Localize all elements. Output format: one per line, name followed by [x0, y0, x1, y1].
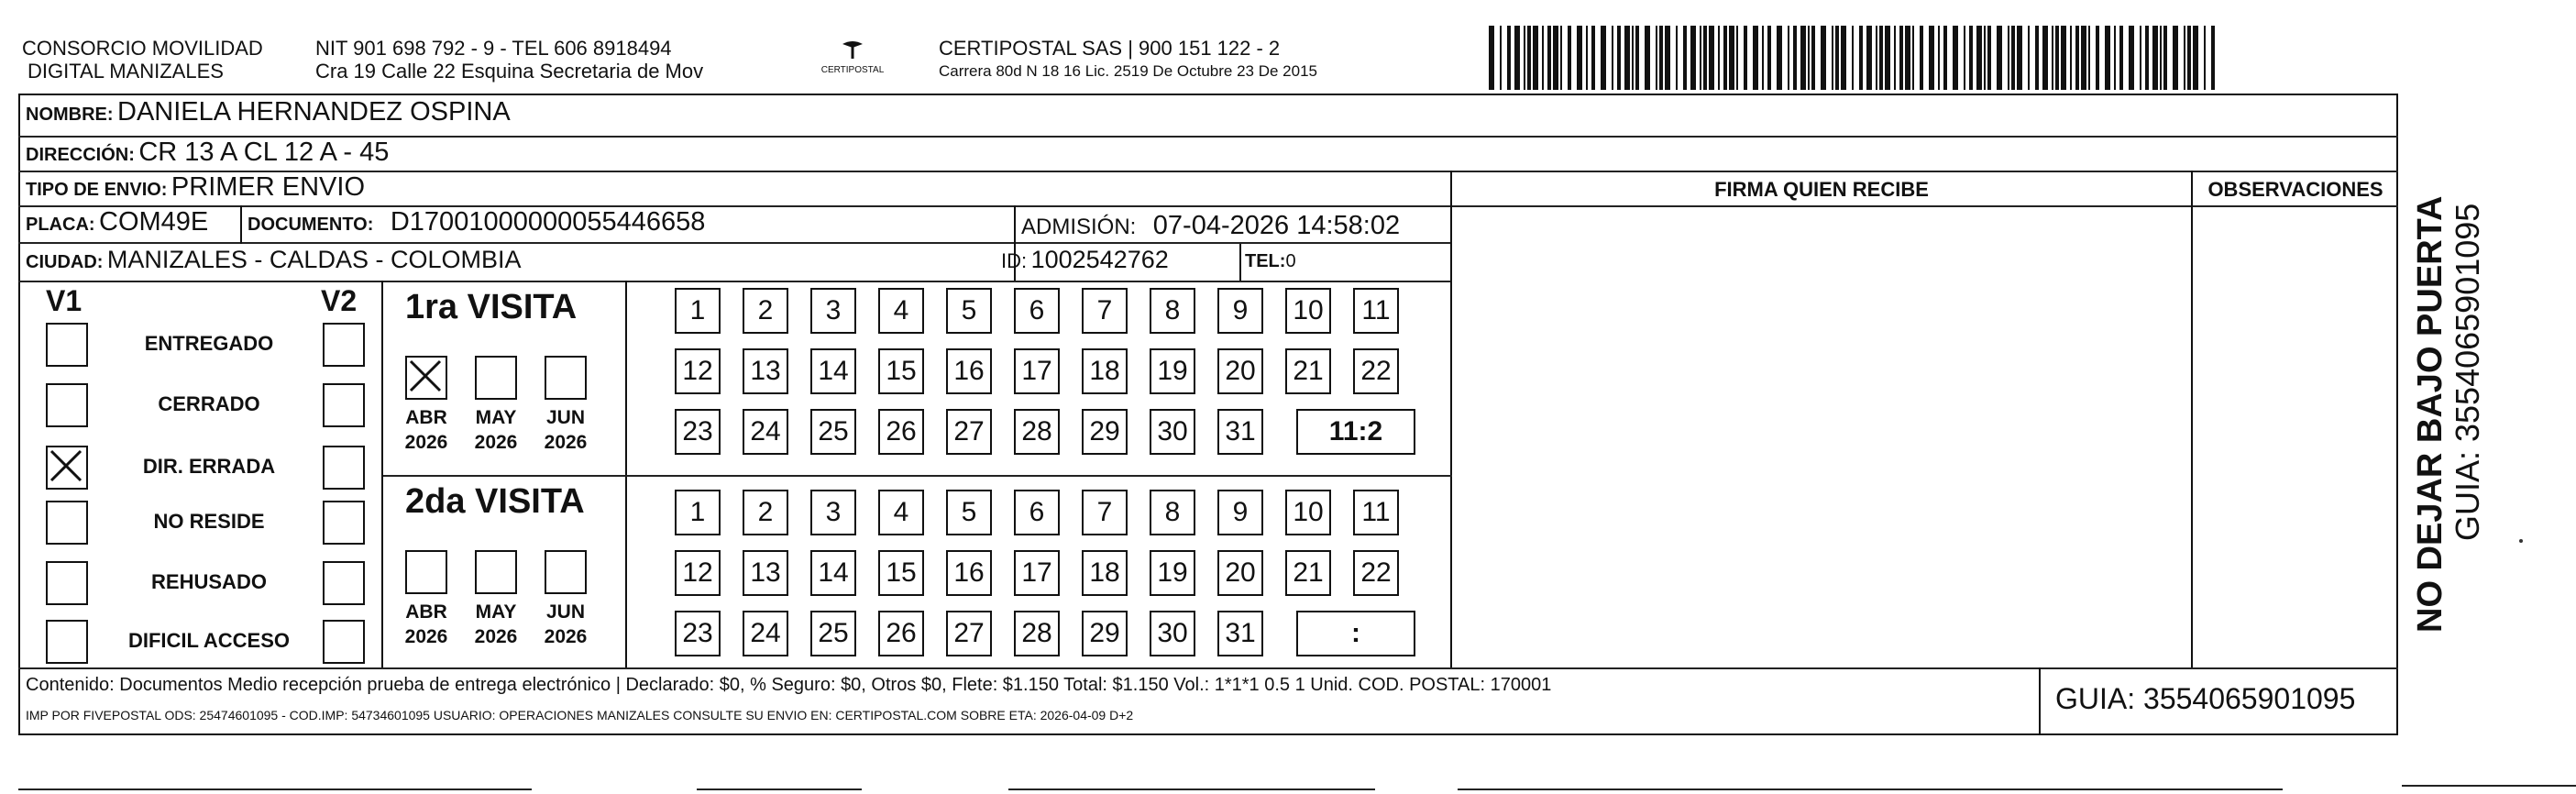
- barcode-bar: [2145, 26, 2149, 90]
- day-cell[interactable]: 27: [946, 611, 992, 656]
- tel-cell: [1245, 251, 1296, 272]
- type-row: [26, 172, 365, 203]
- day-cell[interactable]: 18: [1082, 348, 1128, 394]
- barcode-bar: [1793, 26, 1797, 90]
- no-dejar-text: NO DEJAR BAJO PUERTA: [2411, 195, 2449, 633]
- id-value: 1002542762: [1030, 246, 1169, 273]
- barcode-bar: [2184, 26, 2185, 90]
- tel-label: TEL:: [1245, 251, 1286, 271]
- v1-checkbox[interactable]: [46, 620, 88, 664]
- month-name: MAY: [475, 407, 517, 428]
- barcode-bar: [1527, 26, 1531, 90]
- day-cell[interactable]: 24: [743, 611, 788, 656]
- barcode-bar: [1489, 26, 1494, 90]
- barcode-bar: [1703, 26, 1707, 90]
- time-box[interactable]: 11:2: [1296, 409, 1415, 455]
- plate-cell: [26, 207, 208, 237]
- barcode-bar: [1852, 26, 1854, 90]
- address-label: DIRECCIÓN:: [26, 145, 135, 165]
- barcode-bar: [1591, 26, 1595, 90]
- day-cell[interactable]: 4: [878, 288, 924, 334]
- content-line: Contenido: Documentos Medio recepción prueba de entrega electrónico | Declarado: $0, % Seguro: $0, Otros $0, Flete: $1.150 Total: $1.150 Vol.: 1*1*1 0.5 1 Unid. COD. POSTAL: 170001: [26, 675, 1552, 695]
- barcode-bar: [1665, 26, 1670, 90]
- month-label: [538, 405, 593, 455]
- day-cell[interactable]: 16: [946, 550, 992, 596]
- month-label: [399, 600, 454, 649]
- barcode-bar: [2035, 26, 2039, 90]
- barcode-bar: [1841, 26, 1846, 90]
- day-cell[interactable]: 7: [1082, 490, 1128, 535]
- barcode-bar: [2008, 26, 2009, 90]
- type-label: TIPO DE ENVIO:: [26, 180, 168, 200]
- barcode-bar: [2140, 26, 2141, 90]
- barcode-bar: [1560, 26, 1562, 90]
- rule: [18, 281, 1452, 282]
- month-checkbox[interactable]: [405, 356, 447, 400]
- barcode-bar: [1683, 26, 1687, 90]
- day-cell[interactable]: 6: [1014, 490, 1060, 535]
- barcode-bar: [2173, 26, 2178, 90]
- rule: [697, 788, 862, 790]
- rule: [18, 171, 2398, 172]
- barcode-bar: [1617, 26, 1621, 90]
- day-cell[interactable]: 26: [878, 409, 924, 455]
- day-cell[interactable]: 19: [1150, 550, 1195, 596]
- barcode-bar: [1859, 26, 1863, 90]
- rule: [240, 205, 242, 244]
- side-notice: [2411, 119, 2503, 633]
- barcode-bar: [1690, 26, 1696, 90]
- v2-checkbox[interactable]: [323, 561, 365, 605]
- barcode-bar: [2075, 26, 2079, 90]
- status-label: CERRADO: [158, 392, 260, 415]
- status-label: NO RESIDE: [153, 510, 265, 533]
- company-name: [22, 37, 263, 83]
- v2-checkbox[interactable]: [323, 383, 365, 427]
- city-value: MANIZALES - CALDAS - COLOMBIA: [106, 246, 522, 273]
- rule: [2039, 667, 2041, 735]
- day-cell[interactable]: 9: [1217, 490, 1263, 535]
- rule: [2402, 785, 2576, 787]
- day-cell[interactable]: 19: [1150, 348, 1195, 394]
- barcode-bar: [1586, 26, 1588, 90]
- time-box[interactable]: :: [1296, 611, 1415, 656]
- month-label: [468, 600, 523, 649]
- rule: [1452, 205, 2398, 207]
- barcode-bar: [1876, 26, 1877, 90]
- barcode-bar: [1835, 26, 1839, 90]
- barcode-bar: [1832, 26, 1833, 90]
- month-label: [468, 405, 523, 455]
- print-line: IMP POR FIVEPOSTAL ODS: 25474601095 - COD.IMP: 54734601095 USUARIO: OPERACIONES MANIZALES CONSULTE SU ENVIO EN: CERTIPOSTAL.COM SOBRE ETA: 2026-04-09 D+2: [26, 708, 1134, 722]
- day-cell[interactable]: 11: [1353, 288, 1399, 334]
- barcode-bar: [1984, 26, 1986, 90]
- day-cell[interactable]: 24: [743, 409, 788, 455]
- barcode-bar: [1601, 26, 1606, 90]
- barcode-bar: [1987, 26, 1991, 90]
- day-cell[interactable]: 25: [810, 611, 856, 656]
- logo-text: CERTIPOSTAL: [820, 65, 885, 75]
- barcode-bar: [1976, 26, 1982, 90]
- barcode-bar: [1736, 26, 1738, 90]
- day-cell[interactable]: 23: [675, 611, 721, 656]
- barcode-bar: [1969, 26, 1973, 90]
- month-checkbox[interactable]: [475, 550, 517, 594]
- day-cell[interactable]: 17: [1014, 348, 1060, 394]
- barcode-bar: [1938, 26, 1940, 90]
- signature-header: FIRMA QUIEN RECIBE: [1714, 178, 1929, 201]
- barcode-bar: [1821, 26, 1826, 90]
- day-cell[interactable]: 28: [1014, 409, 1060, 455]
- day-cell[interactable]: 27: [946, 409, 992, 455]
- nit-block: [315, 37, 703, 83]
- v1-checkbox[interactable]: [46, 383, 88, 427]
- first-visit-title: 1ra VISITA: [405, 288, 578, 326]
- barcode-bar: [1879, 26, 1883, 90]
- barcode-bar: [1553, 26, 1558, 90]
- day-cell[interactable]: 28: [1014, 611, 1060, 656]
- shipment-type: PRIMER ENVIO: [171, 172, 366, 202]
- rule: [2191, 171, 2193, 667]
- day-cell[interactable]: 7: [1082, 288, 1128, 334]
- barcode-bar: [2081, 26, 2086, 90]
- day-cell[interactable]: 9: [1217, 288, 1263, 334]
- barcode-bar: [1723, 26, 1727, 90]
- month-year: 2026: [474, 626, 518, 647]
- admission-value: 07-04-2026 14:58:02: [1152, 211, 1401, 240]
- barcode-bar: [2204, 26, 2206, 90]
- v1-header: V1: [46, 284, 83, 317]
- barcode-bar: [1718, 26, 1720, 90]
- speck: [2519, 539, 2523, 543]
- barcode-bar: [2129, 26, 2134, 90]
- barcode-bar: [1577, 26, 1582, 90]
- day-cell[interactable]: 13: [743, 550, 788, 596]
- barcode-bar: [1729, 26, 1734, 90]
- day-cell[interactable]: 12: [675, 348, 721, 394]
- name-row: [26, 97, 511, 127]
- barcode-bar: [1632, 26, 1634, 90]
- barcode-bar: [1964, 26, 1965, 90]
- day-cell[interactable]: 12: [675, 550, 721, 596]
- barcode-bar: [1953, 26, 1958, 90]
- barcode-bar: [1997, 26, 2002, 90]
- tel-value: 0: [1285, 251, 1296, 271]
- day-cell[interactable]: 13: [743, 348, 788, 394]
- company-line-2: DIGITAL MANIZALES: [28, 60, 224, 83]
- day-cell[interactable]: 10: [1285, 490, 1331, 535]
- second-visit-title: 2da VISITA: [405, 482, 585, 521]
- nit-line-1: NIT 901 698 792 - 9 - TEL 606 8918494: [315, 37, 672, 60]
- day-cell[interactable]: 2: [743, 490, 788, 535]
- barcode-bar: [1568, 26, 1571, 90]
- day-cell[interactable]: 29: [1082, 611, 1128, 656]
- day-cell[interactable]: 16: [946, 348, 992, 394]
- barcode-bar: [1744, 26, 1747, 90]
- address-row: [26, 138, 389, 168]
- rule: [1458, 788, 2283, 790]
- v1-checkbox[interactable]: [46, 446, 88, 490]
- top-rule: [18, 94, 2398, 95]
- barcode-bar: [1788, 26, 1789, 90]
- v1-checkbox[interactable]: [46, 323, 88, 367]
- plate-label: PLACA:: [26, 215, 95, 235]
- barcode-bar: [1645, 26, 1650, 90]
- rule: [625, 281, 627, 667]
- month-year: 2026: [544, 626, 588, 647]
- month-year: 2026: [404, 626, 448, 647]
- day-cell[interactable]: 1: [675, 288, 721, 334]
- barcode-bar: [1656, 26, 1657, 90]
- status-label: ENTREGADO: [144, 332, 274, 355]
- id-cell: [1001, 246, 1169, 274]
- barcode-bar: [2211, 26, 2215, 90]
- v1-checkbox[interactable]: [46, 501, 88, 545]
- day-cell[interactable]: 5: [946, 288, 992, 334]
- barcode-bar: [1635, 26, 1639, 90]
- month-checkbox[interactable]: [545, 356, 587, 400]
- day-cell[interactable]: 29: [1082, 409, 1128, 455]
- courier-line-1: CERTIPOSTAL SAS | 900 151 122 - 2: [939, 37, 1281, 60]
- month-name: JUN: [545, 407, 585, 428]
- barcode-bar: [2052, 26, 2053, 90]
- barcode-bar: [1905, 26, 1910, 90]
- barcode-bar: [1808, 26, 1810, 90]
- rule: [381, 281, 383, 667]
- rule: [1239, 244, 1241, 281]
- day-cell[interactable]: 21: [1285, 348, 1331, 394]
- day-cell[interactable]: 18: [1082, 550, 1128, 596]
- day-cell[interactable]: 5: [946, 490, 992, 535]
- signature-area[interactable]: [1458, 211, 2182, 660]
- observations-area[interactable]: [2198, 211, 2391, 660]
- barcode-bar: [2061, 26, 2066, 90]
- company-line-1: CONSORCIO MOVILIDAD: [22, 37, 263, 60]
- id-label: ID:: [1001, 249, 1028, 272]
- certipostal-logo: [807, 39, 898, 75]
- barcode-bar: [1866, 26, 1872, 90]
- barcode-bar: [1612, 26, 1613, 90]
- status-label: DIFICIL ACCESO: [127, 629, 290, 652]
- month-year: 2026: [474, 432, 518, 453]
- admission-cell: [1021, 211, 1400, 241]
- barcode-bar: [2011, 26, 2015, 90]
- month-name: ABR: [405, 601, 447, 623]
- barcode-bar: [1542, 26, 1544, 90]
- day-cell[interactable]: 31: [1217, 409, 1263, 455]
- rule: [383, 475, 1452, 477]
- document-label: DOCUMENTO:: [248, 215, 374, 235]
- rule: [18, 242, 1452, 244]
- day-cell[interactable]: 2: [743, 288, 788, 334]
- barcode-bar: [2028, 26, 2030, 90]
- barcode-bar: [1943, 26, 1947, 90]
- barcode-bar: [2070, 26, 2072, 90]
- rule: [18, 667, 2398, 669]
- day-cell[interactable]: 11: [1353, 490, 1399, 535]
- recipient-name: DANIELA HERNANDEZ OSPINA: [117, 97, 511, 127]
- day-cell[interactable]: 23: [675, 409, 721, 455]
- v2-checkbox[interactable]: [323, 501, 365, 545]
- status-label: REHUSADO: [151, 570, 267, 593]
- day-cell[interactable]: 26: [878, 611, 924, 656]
- month-year: 2026: [544, 432, 588, 453]
- month-name: MAY: [475, 601, 517, 623]
- day-cell[interactable]: 15: [878, 550, 924, 596]
- barcode-bar: [1533, 26, 1538, 90]
- rule: [1008, 788, 1375, 790]
- barcode-bar: [1514, 26, 1520, 90]
- city-cell: [26, 246, 521, 274]
- observations-header: OBSERVACIONES: [2207, 178, 2383, 201]
- day-cell[interactable]: 3: [810, 288, 856, 334]
- day-cell[interactable]: 14: [810, 550, 856, 596]
- barcode-bar: [1885, 26, 1890, 90]
- day-cell[interactable]: 3: [810, 490, 856, 535]
- barcode-bar: [1524, 26, 1525, 90]
- v2-checkbox[interactable]: [323, 446, 365, 490]
- barcode-bar: [1899, 26, 1903, 90]
- day-cell[interactable]: 8: [1150, 490, 1195, 535]
- day-cell[interactable]: 15: [878, 348, 924, 394]
- barcode-bar: [2119, 26, 2123, 90]
- day-cell[interactable]: 30: [1150, 611, 1195, 656]
- day-cell[interactable]: 25: [810, 409, 856, 455]
- barcode-bar: [1767, 26, 1771, 90]
- day-cell[interactable]: 30: [1150, 409, 1195, 455]
- nit-line-2: Cra 19 Calle 22 Esquina Secretaria de Mov: [315, 60, 704, 83]
- month-label: [538, 600, 593, 649]
- barcode-bar: [2187, 26, 2191, 90]
- day-cell[interactable]: 20: [1217, 550, 1263, 596]
- rule: [1450, 171, 1452, 667]
- month-checkbox[interactable]: [405, 550, 447, 594]
- status-label: DIR. ERRADA: [142, 455, 276, 478]
- barcode-bar: [2160, 26, 2162, 90]
- guide-number: GUIA: 3554065901095: [2055, 682, 2356, 715]
- barcode-bar: [1700, 26, 1701, 90]
- day-cell[interactable]: 22: [1353, 550, 1399, 596]
- barcode-bar: [1894, 26, 1896, 90]
- day-cell[interactable]: 8: [1150, 288, 1195, 334]
- day-cell[interactable]: 20: [1217, 348, 1263, 394]
- month-name: ABR: [405, 407, 447, 428]
- rule: [18, 205, 1452, 207]
- day-cell[interactable]: 1: [675, 490, 721, 535]
- day-cell[interactable]: 31: [1217, 611, 1263, 656]
- v1-checkbox[interactable]: [46, 561, 88, 605]
- courier-block: [939, 37, 1317, 83]
- barcode-bar: [2017, 26, 2022, 90]
- v2-checkbox[interactable]: [323, 620, 365, 664]
- barcode-bar: [2055, 26, 2059, 90]
- barcode-bar: [1709, 26, 1714, 90]
- day-cell[interactable]: 17: [1014, 550, 1060, 596]
- document-value: D17001000000055446658: [390, 207, 706, 237]
- barcode-bar: [2152, 26, 2158, 90]
- barcode-bar: [1624, 26, 1630, 90]
- barcode: [1489, 26, 2215, 90]
- barcode-bar: [1912, 26, 1914, 90]
- day-cell[interactable]: 14: [810, 348, 856, 394]
- barcode-bar: [2096, 26, 2099, 90]
- month-name: JUN: [545, 601, 585, 623]
- barcode-bar: [1500, 26, 1502, 90]
- barcode-bar: [1811, 26, 1815, 90]
- rule: [18, 788, 532, 790]
- day-cell[interactable]: 21: [1285, 550, 1331, 596]
- barcode-bar: [1800, 26, 1806, 90]
- month-year: 2026: [404, 432, 448, 453]
- month-checkbox[interactable]: [545, 550, 587, 594]
- day-cell[interactable]: 10: [1285, 288, 1331, 334]
- v2-checkbox[interactable]: [323, 323, 365, 367]
- barcode-bar: [2105, 26, 2110, 90]
- day-cell[interactable]: 4: [878, 490, 924, 535]
- courier-line-2: Carrera 80d N 18 16 Lic. 2519 De Octubre 23 De 2015: [939, 62, 1317, 80]
- barcode-bar: [1777, 26, 1782, 90]
- barcode-bar: [1929, 26, 1934, 90]
- document-cell: [248, 207, 705, 237]
- barcode-bar: [1507, 26, 1511, 90]
- day-cell[interactable]: 6: [1014, 288, 1060, 334]
- barcode-bar: [1547, 26, 1551, 90]
- admission-label: ADMISIÓN:: [1021, 215, 1137, 239]
- barcode-bar: [1676, 26, 1678, 90]
- recipient-address: CR 13 A CL 12 A - 45: [138, 138, 390, 167]
- plate-value: COM49E: [99, 207, 209, 237]
- barcode-bar: [2042, 26, 2048, 90]
- barcode-bar: [1920, 26, 1923, 90]
- month-label: [399, 405, 454, 455]
- barcode-bar: [1659, 26, 1663, 90]
- name-label: NOMBRE:: [26, 105, 114, 125]
- barcode-bar: [1753, 26, 1758, 90]
- barcode-bar: [2193, 26, 2198, 90]
- barcode-bar: [2114, 26, 2116, 90]
- month-checkbox[interactable]: [475, 356, 517, 400]
- day-cell[interactable]: 22: [1353, 348, 1399, 394]
- v2-header: V2: [321, 284, 358, 317]
- barcode-bar: [1762, 26, 1764, 90]
- side-guide-number: GUIA: 3554065901095: [2449, 203, 2486, 541]
- barcode-bar: [2088, 26, 2090, 90]
- city-label: CIUDAD:: [26, 252, 104, 272]
- logo-icon: [839, 39, 866, 61]
- barcode-bar: [2163, 26, 2167, 90]
